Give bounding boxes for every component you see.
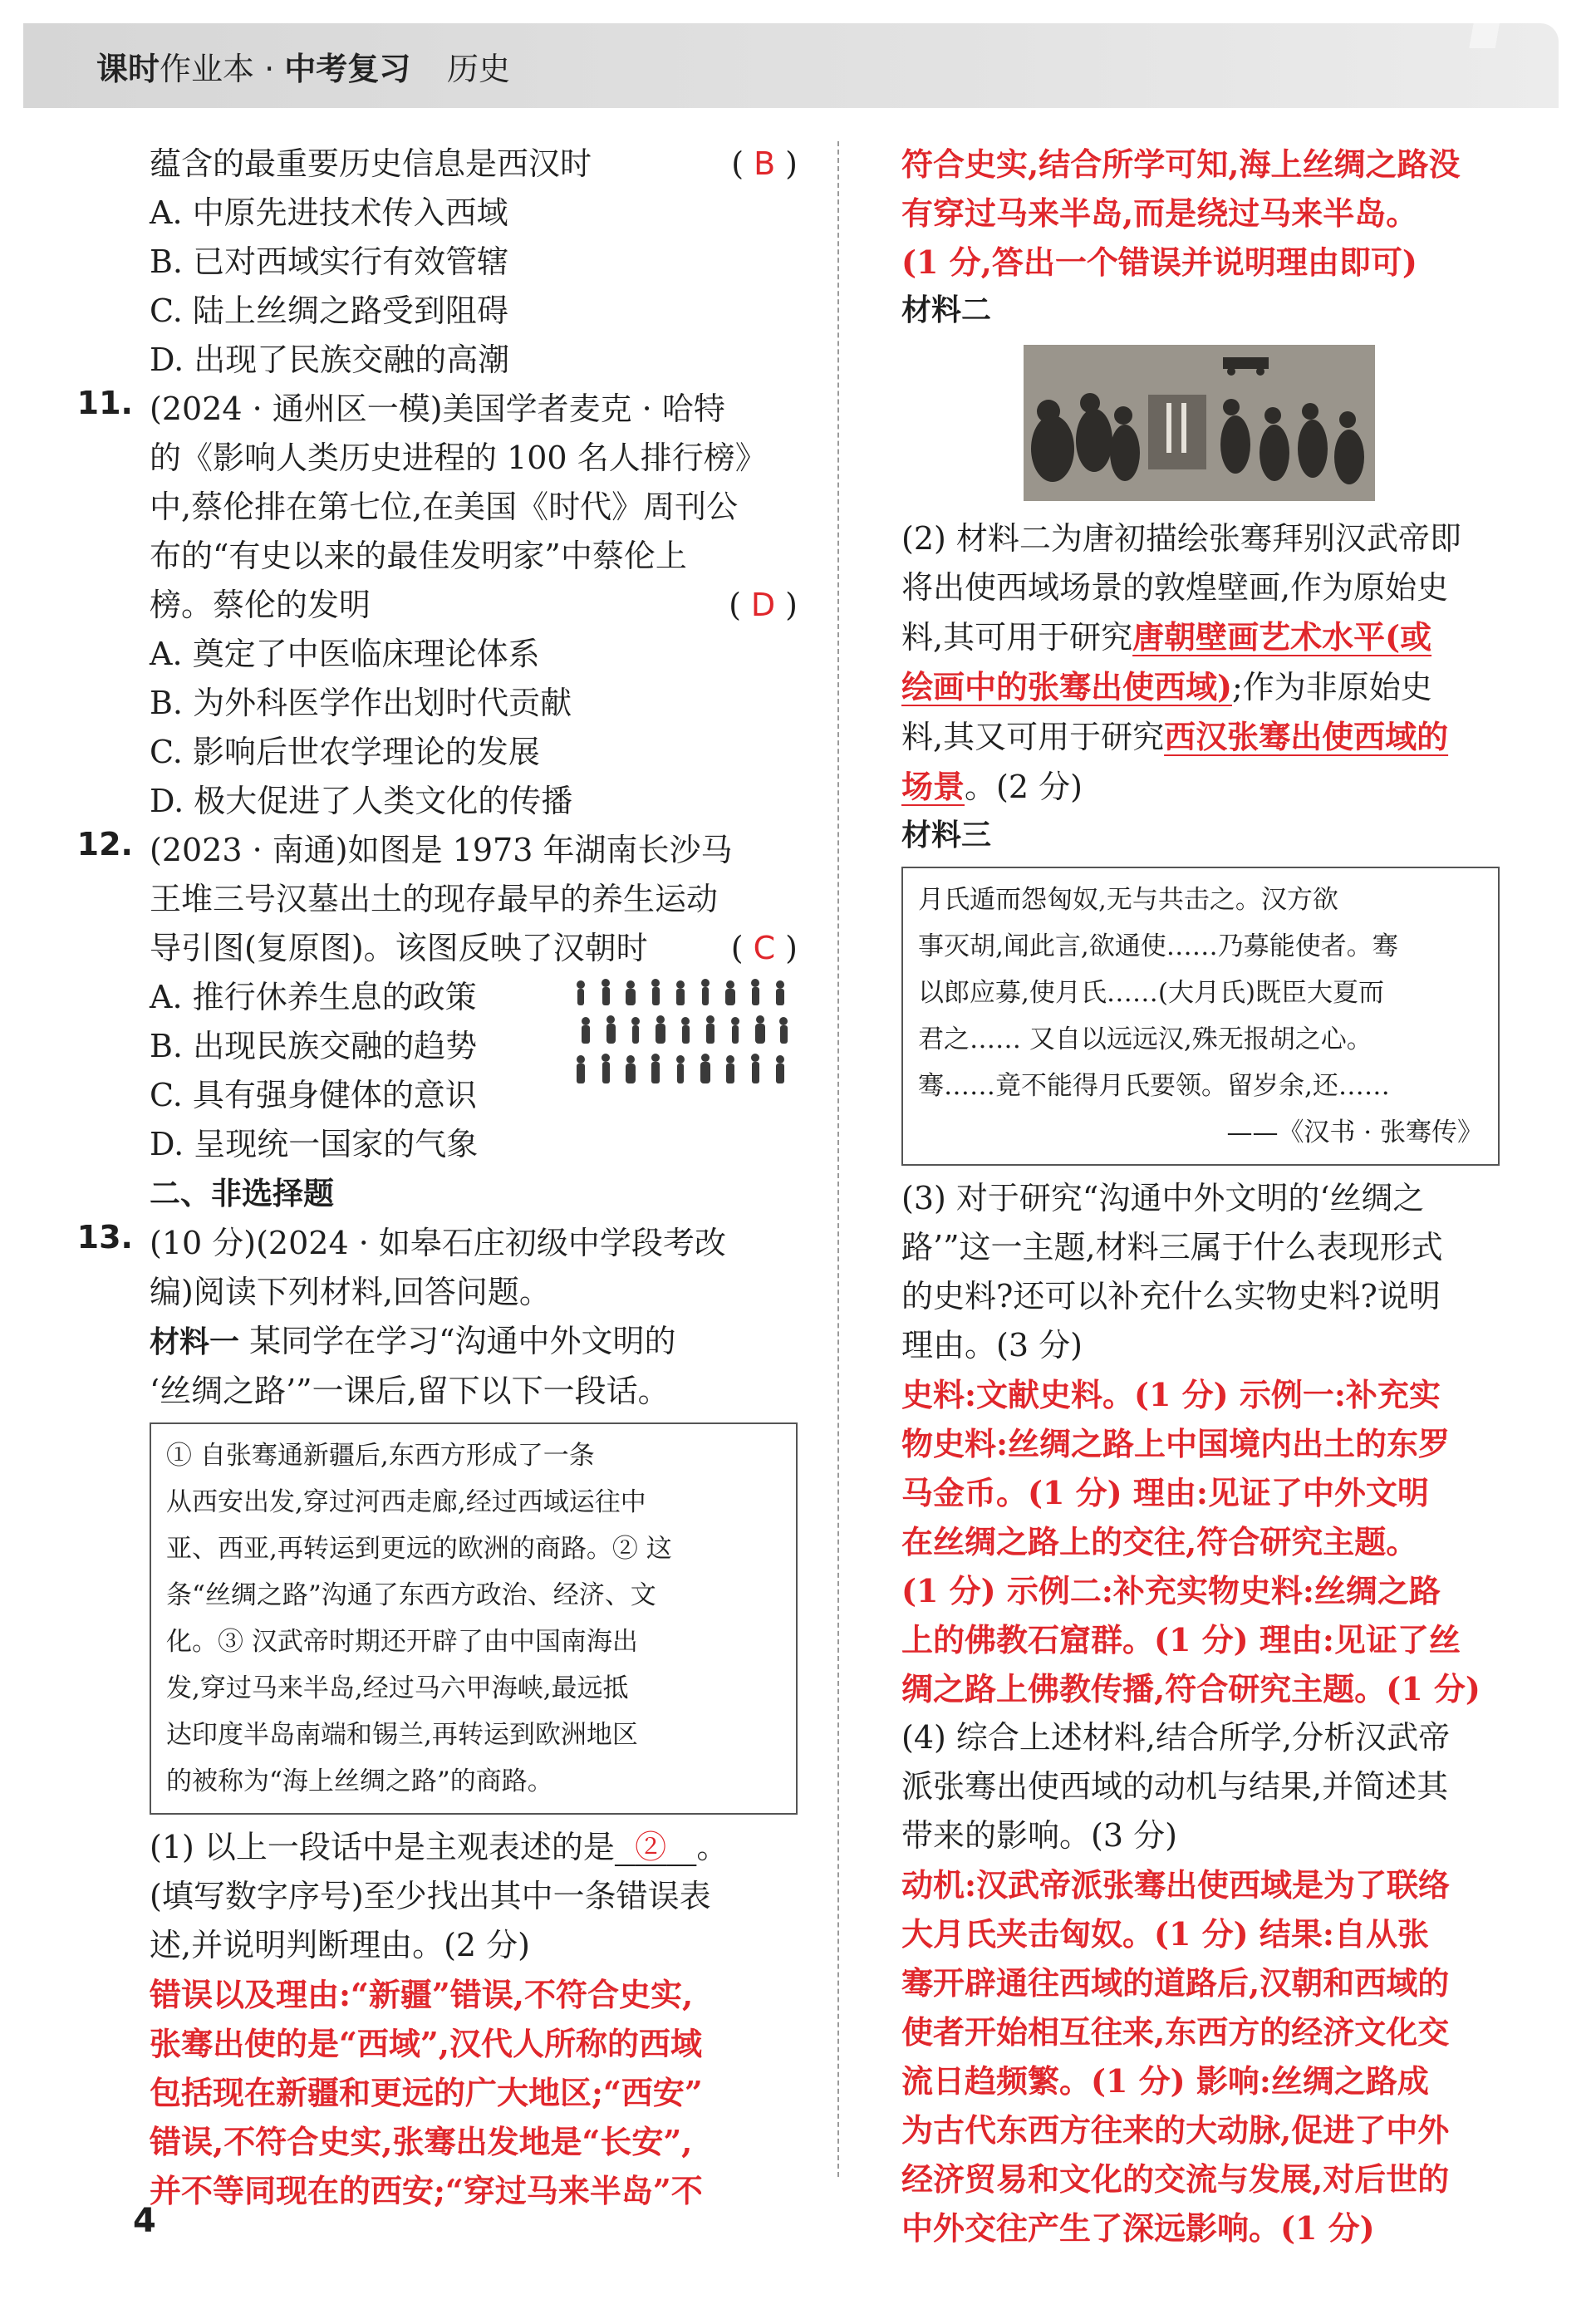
q11-line-end: 榜。蔡伦的发明 — [150, 587, 371, 623]
sub-question-4-line: 带来的影响。(3 分) — [901, 1817, 1177, 1854]
question-13 — [76, 1219, 798, 2215]
answer-line: 符合史实,结合所学可知,海上丝绸之路没 — [901, 145, 1461, 183]
q10-answer-slot: ( B ) — [731, 145, 798, 182]
sub-question-4-line: 派张骞出使西域的动机与结果,并简述其 — [901, 1768, 1449, 1805]
sub-question-2-line — [901, 712, 1500, 762]
box-line: 事灭胡,闻此言,欲通使……乃募能使者。骞 — [918, 931, 1398, 961]
q10-options — [150, 189, 798, 385]
option: C. 具有强身健体的意识 — [150, 1077, 477, 1113]
material-1-intro-text: 某同学在学习“沟通中外文明的 — [239, 1323, 676, 1359]
answer-line: 经济贸易和文化的交流与发展,对后世的 — [901, 2160, 1450, 2198]
sub-question-1-line: (填写数字序号)至少找出其中一条错误表 — [150, 1878, 711, 1914]
answer-line: 并不等同现在的西安;“穿过马来半岛”不 — [150, 2172, 703, 2209]
sub-question-3-line: 的史料?还可以补充什么实物史料?说明 — [901, 1278, 1441, 1314]
q11-line: 的《影响人类历史进程的 100 名人排行榜》 — [150, 440, 767, 476]
box-line: 化。③ 汉武帝时期还开辟了由中国南海出 — [166, 1627, 638, 1657]
sub-question-3-line: 路’”这一主题,材料三属于什么表现形式 — [901, 1229, 1443, 1265]
sub-question-2-line: 将出使西域场景的敦煌壁画,作为原始史 — [901, 569, 1449, 606]
q13-line: 编)阅读下列材料,回答问题。 — [150, 1274, 551, 1310]
option: C. 影响后世农学理论的发展 — [150, 734, 540, 770]
box-line: 从西安出发,穿过河西走廊,经过西域运往中 — [166, 1487, 646, 1517]
question-12 — [76, 826, 798, 1169]
answer-line: 使者开始相互往来,东西方的经济文化交 — [901, 2013, 1450, 2051]
question-number: 11. — [76, 385, 133, 421]
answer-line: 在丝绸之路上的交往,符合研究主题。 — [901, 1523, 1418, 1560]
sub-question-2-answer-2-cont: 场景 — [901, 768, 965, 805]
sub-question-3-line: (3) 对于研究“沟通中外文明的‘丝绸之 — [901, 1180, 1425, 1216]
box-line: 亚、西亚,再转运到更远的欧洲的商路。② 这 — [166, 1534, 672, 1564]
box-line: 君之…… 又自以远远汉,殊无报胡之心。 — [918, 1024, 1372, 1054]
q12-line-end: 导引图(复原图)。该图反映了汉朝时 — [150, 930, 648, 966]
title-rest: 作业本 · — [160, 51, 285, 87]
material-1-label: 材料一 — [150, 1325, 240, 1359]
q11-line: 布的“有史以来的最佳发明家”中蔡伦上 — [150, 538, 687, 574]
material-2-label: 材料二 — [901, 293, 992, 327]
answer-line: 马金币。(1 分) 理由:见证了中外文明 — [901, 1474, 1429, 1511]
answer-line: (1 分) 示例二:补充实物史料:丝绸之路 — [901, 1572, 1441, 1609]
question-number: 13. — [76, 1219, 133, 1255]
answer-line: 动机:汉武帝派张骞出使西域是为了联络 — [901, 1866, 1451, 1904]
mural-illustration — [1024, 345, 1375, 501]
sub-question-1-blank — [615, 1829, 696, 1865]
q11-line: (2024 · 通州区一模)美国学者麦克 · 哈特 — [150, 391, 725, 427]
option: D. 极大促进了人类文化的传播 — [150, 783, 573, 819]
option: B. 出现民族交融的趋势 — [150, 1028, 478, 1064]
sub-question-2-line — [901, 612, 1500, 662]
answer-line: 错误以及理由:“新疆”错误,不符合史实, — [150, 1976, 694, 2013]
dunhuang-mural-image — [1024, 345, 1375, 501]
page-number: 4 — [133, 2202, 156, 2240]
sub-question-1-answer: ② — [635, 1829, 667, 1865]
box-line: 月氏遁而怨匈奴,无与共击之。汉方欲 — [918, 885, 1338, 915]
header-decoration — [1442, 23, 1542, 48]
box-line: ① 自张骞通新疆后,东西方形成了一条 — [166, 1441, 595, 1471]
answer-line: 有穿过马来半岛,而是绕过马来半岛。 — [901, 194, 1418, 232]
sub-question-2-answer-2: 西汉张骞出使西域的 — [1164, 718, 1449, 755]
option: B. 为外科医学作出划时代贡献 — [150, 685, 572, 721]
option: A. 中原先进技术传入西域 — [150, 194, 508, 231]
left-column — [76, 140, 798, 2215]
option: B. 已对西域实行有效管辖 — [150, 243, 509, 280]
material-3-box — [901, 867, 1500, 1166]
sub-question-2-text: 料,其又可用于研究 — [901, 719, 1165, 755]
q10-stem: 蕴含的最重要历史信息是西汉时 — [150, 145, 592, 182]
option: C. 陆上丝绸之路受到阻碍 — [150, 292, 508, 329]
sub-question-1-end: 。 — [696, 1829, 729, 1865]
box-line: 的被称为“海上丝绸之路”的商路。 — [166, 1766, 553, 1796]
material-3-source: ——《汉书 · 张骞传》 — [1226, 1118, 1483, 1147]
answer-line: 大月氏夹击匈奴。(1 分) 结果:自从张 — [901, 1915, 1429, 1953]
q10-answer: B — [754, 145, 776, 182]
box-line: 骞……竟不能得月氏要领。留岁余,还…… — [918, 1071, 1390, 1101]
sub-question-2-answer-1: 唐朝壁画艺术水平(或 — [1132, 618, 1432, 656]
answer-line: 中外交往产生了深远影响。(1 分) — [901, 2209, 1375, 2247]
option: A. 推行休养生息的政策 — [150, 979, 477, 1015]
figure-row-2 — [582, 1015, 788, 1044]
answer-line: 骞开辟通往西域的道路后,汉朝和西域的 — [901, 1964, 1450, 2002]
subject-label: 历史 — [447, 51, 511, 87]
sub-question-1-line: 述,并说明判断理由。(2 分) — [150, 1927, 530, 1963]
q11-line: 中,蔡伦排在第七位,在美国《时代》周刊公 — [150, 489, 739, 525]
figure-row-1 — [577, 979, 784, 1005]
section-heading: 二、非选择题 — [150, 1176, 334, 1211]
column-divider — [837, 141, 839, 2177]
answer-line: (1 分,答出一个错误并说明理由即可) — [901, 243, 1417, 281]
title-bold-2: 中考复习 — [284, 51, 411, 87]
q10-tail — [150, 140, 798, 189]
sub-question-2-line: (2) 材料二为唐初描绘张骞拜别汉武帝即 — [901, 520, 1461, 557]
answer-line: 错误,不符合史实,张骞出发地是“长安”, — [150, 2123, 693, 2160]
sub-question-2-answer-1-cont: 绘画中的张骞出使西域) — [901, 668, 1232, 705]
page-header — [23, 23, 1559, 108]
sub-question-2-text: 。(2 分) — [965, 769, 1083, 805]
box-line: 达印度半岛南端和锡兰,再转运到欧洲地区 — [166, 1720, 638, 1750]
option: D. 出现了民族交融的高潮 — [150, 341, 510, 378]
material-3-label: 材料三 — [901, 818, 992, 852]
answer-line: 张骞出使的是“西域”,汉代人所称的西域 — [150, 2025, 702, 2062]
q12-line: (2023 · 南通)如图是 1973 年湖南长沙马 — [150, 832, 733, 868]
box-line: 以郎应募,使月氏……(大月氏)既臣大夏而 — [918, 978, 1385, 1008]
box-line: 发,穿过马来半岛,经过马六甲海峡,最远抵 — [166, 1673, 629, 1703]
material-1-intro-2: ‘丝绸之路’”一课后,留下以下一段话。 — [150, 1373, 670, 1409]
q12-options-with-figure — [150, 973, 798, 1169]
answer-line: 史料:文献史料。(1 分) 示例一:补充实 — [901, 1376, 1441, 1413]
sub-question-2-text: 料,其可用于研究 — [901, 619, 1133, 656]
option: D. 呈现统一国家的气象 — [150, 1126, 479, 1162]
sub-question-2-line — [901, 762, 1500, 812]
right-column — [901, 140, 1500, 2253]
option: A. 奠定了中医临床理论体系 — [150, 636, 540, 672]
q13-line: (10 分)(2024 · 如皋石庄初级中学段考改 — [150, 1225, 726, 1261]
book-title — [96, 43, 410, 89]
sub-question-1-stem: (1) 以上一段话中是主观表述的是 — [150, 1829, 615, 1865]
sub-question-2-line — [901, 662, 1500, 712]
q12-answer: C — [753, 930, 776, 966]
sub-question-3-line: 理由。(3 分) — [901, 1327, 1083, 1363]
answer-line: 上的佛教石窟群。(1 分) 理由:见证了丝 — [901, 1621, 1461, 1658]
material-1-box — [150, 1422, 798, 1815]
title-bold: 课时 — [96, 51, 160, 87]
answer-line: 为古代东西方往来的大动脉,促进了中外 — [901, 2111, 1450, 2149]
answer-line: 绸之路上佛教传播,符合研究主题。(1 分) — [901, 1670, 1481, 1707]
q12-answer-slot: ( C ) — [730, 930, 798, 966]
answer-line: 流日趋频繁。(1 分) 影响:丝绸之路成 — [901, 2062, 1429, 2100]
q12-line — [150, 924, 798, 973]
answer-line: 物史料:丝绸之路上中国境内出土的东罗 — [901, 1425, 1451, 1462]
q11-line — [150, 581, 798, 630]
q11-answer-slot: ( D ) — [729, 587, 798, 623]
sub-question-4-line: (4) 综合上述材料,结合所学,分析汉武帝 — [901, 1719, 1451, 1756]
sub-question-2-text: ;作为非原始史 — [1231, 669, 1432, 705]
q11-answer: D — [750, 587, 776, 623]
figure-row-3 — [577, 1054, 784, 1083]
question-11 — [76, 385, 798, 826]
q12-line: 王堆三号汉墓出土的现存最早的养生运动 — [150, 881, 719, 917]
material-1-intro — [150, 1317, 798, 1367]
box-line: 条“丝绸之路”沟通了东西方政治、经济、文 — [166, 1580, 656, 1610]
daoyin-exercise-figure — [569, 973, 793, 1098]
sub-question-1 — [150, 1823, 798, 1872]
answer-line: 包括现在新疆和更远的广大地区;“西安” — [150, 2074, 703, 2111]
question-number: 12. — [76, 826, 133, 862]
